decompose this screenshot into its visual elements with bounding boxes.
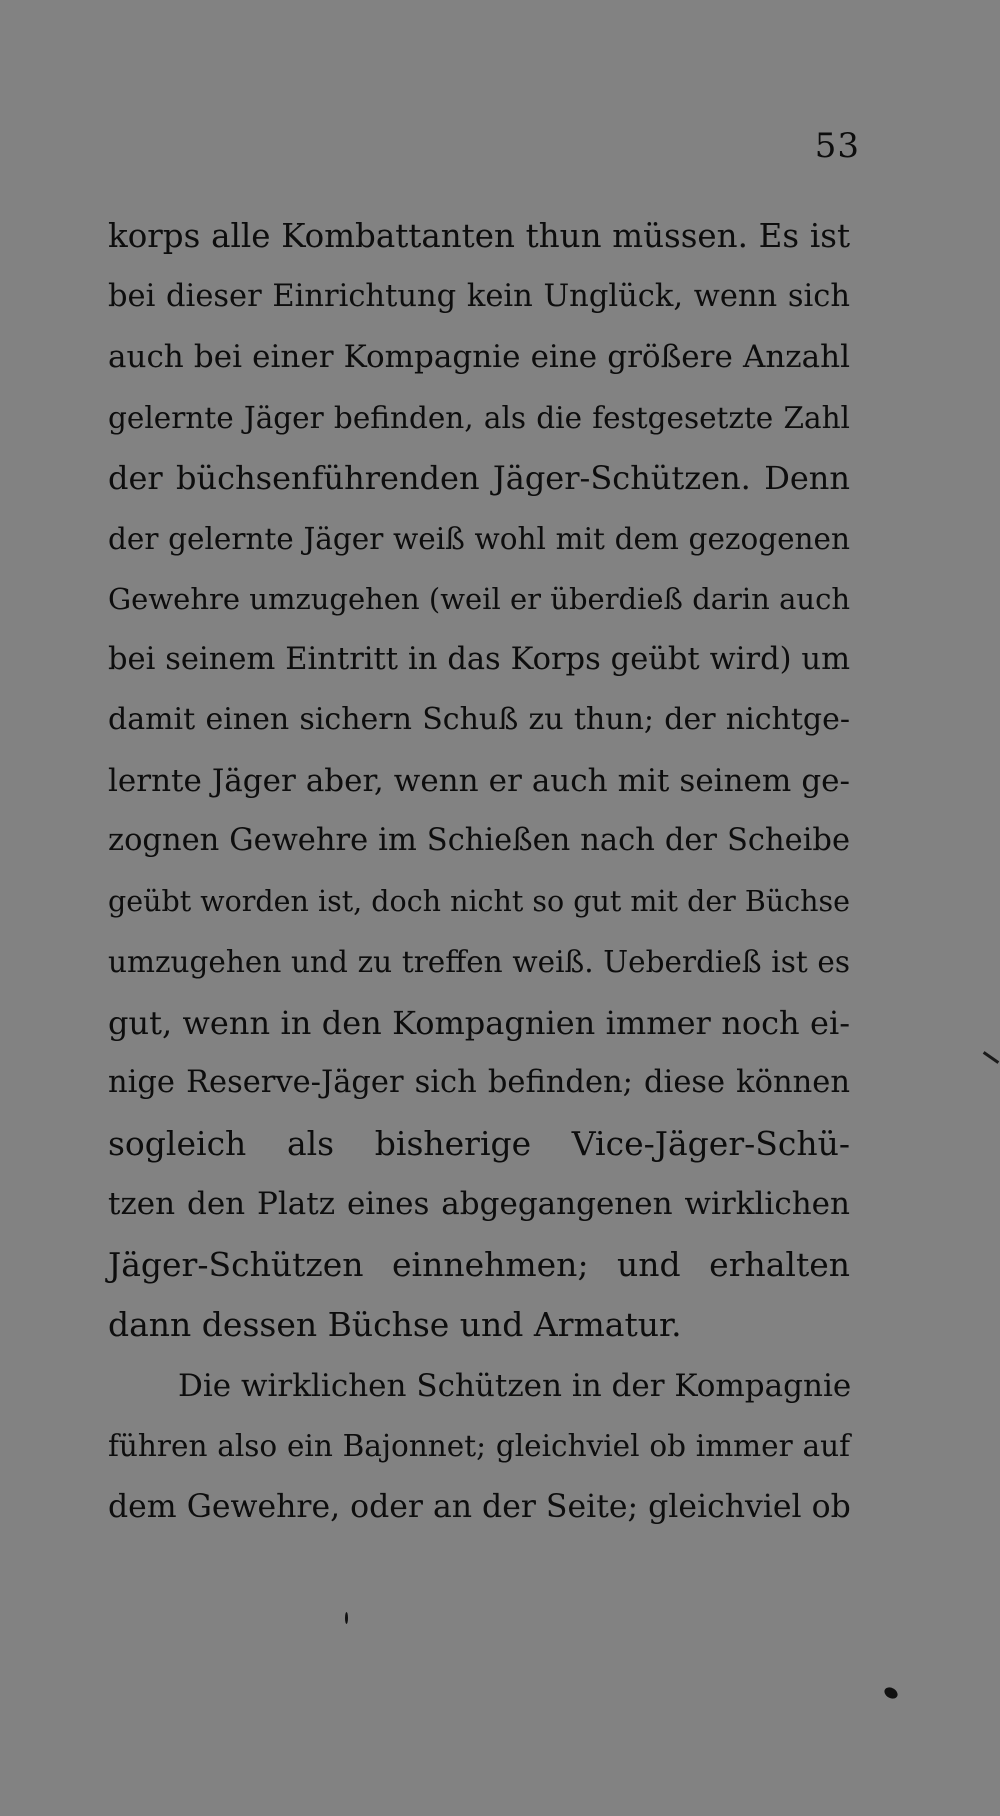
text-line: geübt worden ist, doch nicht so gut mit der Büchse — [108, 884, 850, 918]
text-line: Jäger-Schützen einnehmen; und erhalten — [108, 1244, 850, 1284]
text-line: umzugehen und zu treffen weiß. Ueberdieß ist es — [108, 945, 850, 979]
text-line: gelernte Jäger befinden, als die festgesetzte Zahl — [108, 400, 850, 435]
text-line: führen also ein Bajonnet; gleichviel ob immer auf — [108, 1429, 850, 1463]
ink-speck — [345, 1612, 348, 1624]
body-text — [108, 206, 850, 1537]
text-line: korps alle Kombattanten thun müssen. Es ist — [108, 217, 850, 255]
text-line: auch bei einer Kompagnie eine größere Anzahl — [108, 339, 850, 375]
text-line: sogleich als bisherige Vice-Jäger-Schü- — [108, 1123, 850, 1163]
text-line: lernte Jäger aber, wenn er auch mit seinem ge- — [108, 762, 850, 799]
text-line: der büchsenführenden Jäger-Schützen. Denn — [108, 459, 850, 497]
ink-speck — [882, 1685, 899, 1701]
text-line: der gelernte Jäger weiß wohl mit dem gezogenen — [108, 521, 850, 556]
page-number: 53 — [814, 126, 860, 166]
paragraph-start-line: Die wirklichen Schützen in der Kompagnie — [178, 1367, 852, 1404]
text-line: bei dieser Einrichtung kein Unglück, wenn sich — [108, 278, 850, 314]
scan-edge-mark — [983, 1051, 999, 1064]
text-line: tzen den Platz eines abgegangenen wirklichen — [108, 1186, 850, 1222]
text-line: damit einen sichern Schuß zu thun; der nichtge- — [108, 702, 850, 737]
text-line: Gewehre umzugehen (weil er überdieß darin auch — [108, 582, 850, 616]
paragraph-end-line: dann dessen Büchse und Armatur. — [108, 1305, 682, 1344]
text-line: bei seinem Eintritt in das Korps geübt wird) um — [108, 641, 850, 677]
text-line: gut, wenn in den Kompagnien immer noch ei- — [108, 1003, 850, 1042]
text-line: nige Reserve-Jäger sich befinden; diese können — [108, 1065, 850, 1100]
text-line: dem Gewehre, oder an der Seite; gleichviel ob — [108, 1488, 851, 1525]
text-line: zognen Gewehre im Schießen nach der Scheibe — [108, 823, 850, 858]
